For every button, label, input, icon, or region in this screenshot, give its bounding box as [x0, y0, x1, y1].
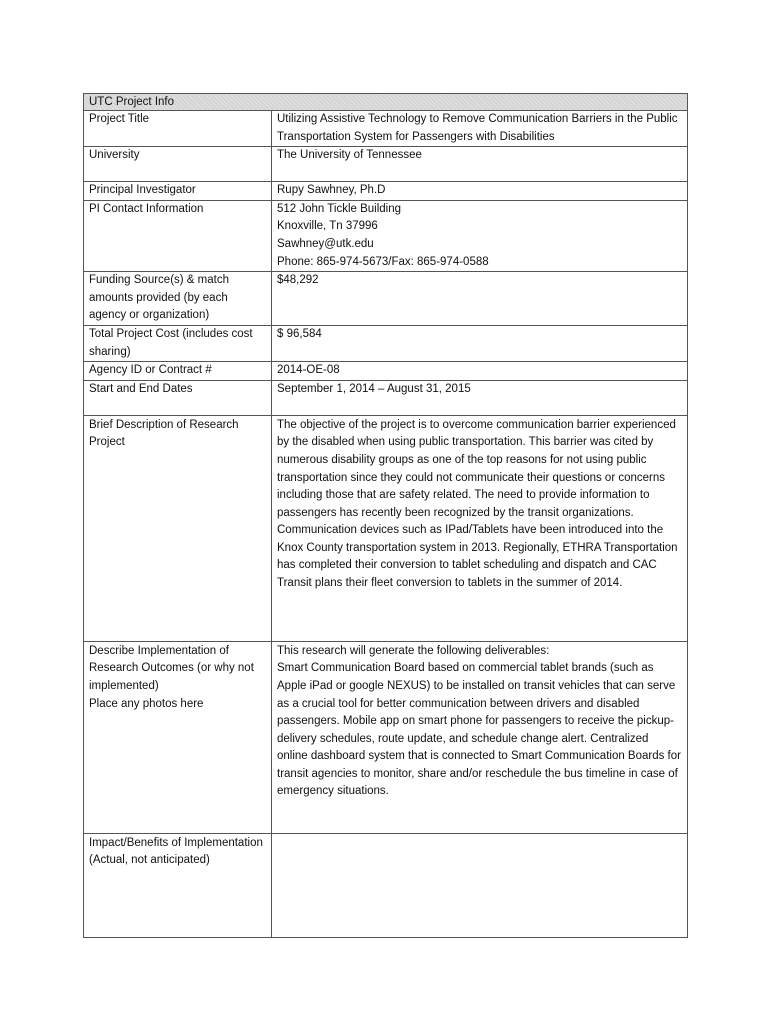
row-label: Project Title — [84, 111, 272, 147]
row-label: Agency ID or Contract # — [84, 362, 272, 381]
row-label: University — [84, 147, 272, 182]
row-value: This research will generate the following deliverables: Smart Communication Board based on commercial tablet brands (such as Apple iPad or google NEXUS) to be installed on transit vehicles that can serve as a crucial tool for better communication between drivers and disabled passengers. Mobile app on smart phone for passengers to receive the pickup-delivery schedules, route update, and schedule change alert. Centralized online dashboard system that is connected to Smart Communication Boards for transit agencies to monitor, share and/or reschedule the bus timeline in case of emergency situations. — [272, 641, 688, 833]
table-row — [84, 362, 688, 381]
table-row — [84, 641, 688, 833]
row-value: The University of Tennessee — [272, 147, 688, 182]
row-value: $ 96,584 — [272, 325, 688, 361]
row-value: The objective of the project is to overcome communication barrier experienced by the disabled when using public transportation. This barrier was cited by numerous disability groups as one of the top reasons for not using public transportation since they could not communicate their questions or concerns including those that are safety related. The need to provide information to passengers has recently been recognized by the transit organizations. Communication devices such as IPad/Tablets have been introduced into the Knox County transportation system in 2013. Regionally, ETHRA Transportation has completed their conversion to tablet scheduling and dispatch and CAC Transit plans their fleet conversion to tablets in the summer of 2014. — [272, 415, 688, 641]
row-value: September 1, 2014 – August 31, 2015 — [272, 380, 688, 415]
table-row — [84, 111, 688, 147]
row-value: 512 John Tickle Building Knoxville, Tn 37996 Sawhney@utk.edu Phone: 865-974-5673/Fax: 865-974-0588 — [272, 200, 688, 271]
table-row — [84, 380, 688, 415]
row-value: Utilizing Assistive Technology to Remove Communication Barriers in the Public Transportation System for Passengers with Disabilities — [272, 111, 688, 147]
row-label: Impact/Benefits of Implementation (Actual, not anticipated) — [84, 833, 272, 937]
row-label: Total Project Cost (includes cost sharing) — [84, 325, 272, 361]
table-row — [84, 415, 688, 641]
table-row — [84, 272, 688, 326]
table-row — [84, 325, 688, 361]
utc-project-info-table — [83, 93, 688, 938]
table-row — [84, 147, 688, 182]
row-value: Rupy Sawhney, Ph.D — [272, 182, 688, 201]
row-label: Principal Investigator — [84, 182, 272, 201]
row-label: Start and End Dates — [84, 380, 272, 415]
table-row — [84, 833, 688, 937]
table-header-row — [84, 94, 688, 111]
row-label: Funding Source(s) & match amounts provided (by each agency or organization) — [84, 272, 272, 326]
row-label: Brief Description of Research Project — [84, 415, 272, 641]
row-label: Describe Implementation of Research Outcomes (or why not implemented) Place any photos here — [84, 641, 272, 833]
table-row — [84, 200, 688, 271]
row-value: 2014-OE-08 — [272, 362, 688, 381]
row-value: $48,292 — [272, 272, 688, 326]
row-label: PI Contact Information — [84, 200, 272, 271]
table-title: UTC Project Info — [84, 94, 688, 111]
row-value — [272, 833, 688, 937]
table-row — [84, 182, 688, 201]
